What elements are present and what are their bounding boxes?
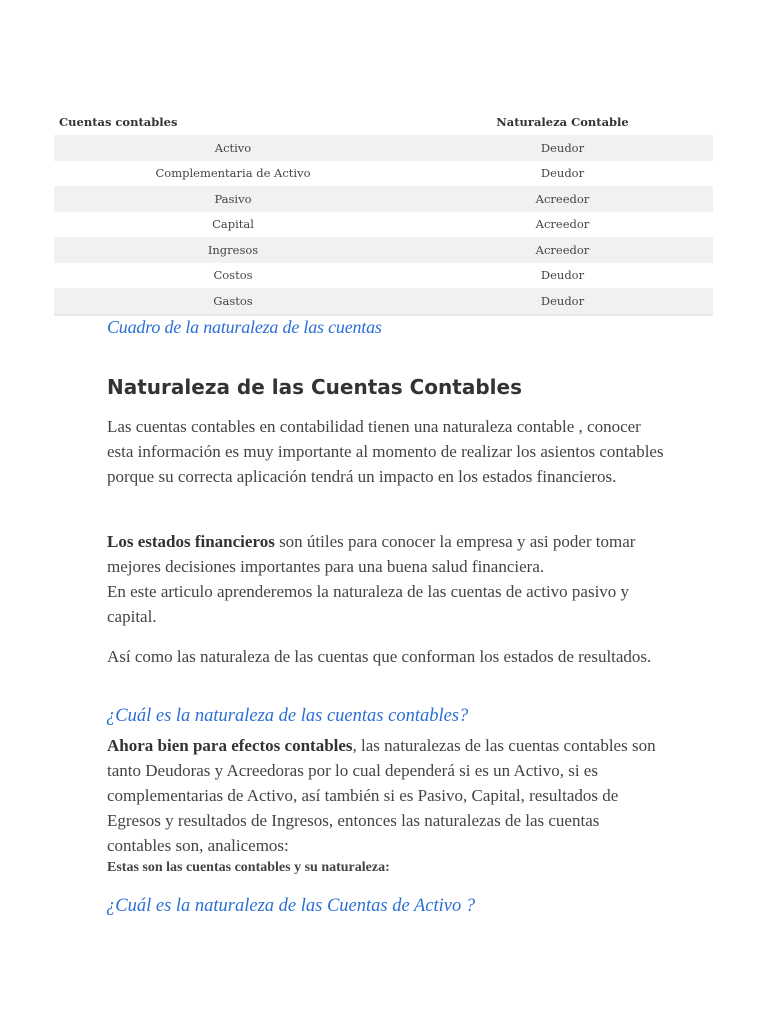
subheading-accounts-nature: ¿Cuál es la naturaleza de las cuentas contables? bbox=[106, 706, 469, 726]
account-cell: Activo bbox=[54, 135, 412, 161]
table-row bbox=[54, 135, 713, 161]
account-cell: Pasivo bbox=[54, 186, 412, 212]
accounts-list-note: Estas son las cuentas contables y su naturaleza: bbox=[107, 860, 390, 875]
financial-statements-bold-text: Los estados financieros bbox=[107, 532, 275, 551]
page-title: Naturaleza de las Cuentas Contables bbox=[107, 375, 522, 399]
column-header-nature: Naturaleza Contable bbox=[496, 115, 629, 129]
table-row bbox=[54, 237, 713, 263]
table-row bbox=[54, 161, 713, 187]
accounts-nature-table bbox=[54, 109, 713, 316]
accounting-effects-text: , las naturalezas de las cuentas contables son tanto Deudoras y Acreedoras por lo cual dependerá si es un Activo, si es complementarias de Activo, así también si es Pasivo, Capital, resultados de Egresos y resultados de Ingresos, entonces las naturalezas de las cuentas contables son, analicemos: bbox=[107, 736, 656, 855]
nature-cell: Deudor bbox=[412, 288, 713, 315]
nature-cell: Acreedor bbox=[535, 217, 590, 232]
accounting-effects-paragraph bbox=[107, 733, 667, 858]
nature-cell: Deudor bbox=[412, 135, 713, 161]
nature-cell: Acreedor bbox=[412, 186, 713, 212]
account-cell: Complementaria de Activo bbox=[155, 166, 311, 181]
account-cell: Capital bbox=[212, 217, 254, 232]
intro-paragraph: Las cuentas contables en contabilidad tienen una naturaleza contable , conocer esta información es muy importante al momento de realizar los asientos contables porque su correcta aplicación tendrá un impacto en los estados financieros. bbox=[107, 417, 664, 486]
article-scope-text: En este articulo aprenderemos la naturaleza de las cuentas de activo pasivo y capital. bbox=[107, 582, 630, 626]
account-cell: Costos bbox=[213, 268, 253, 283]
financial-statements-text: son útiles para conocer la empresa y asi poder tomar mejores decisiones importantes para una buena salud financiera. bbox=[107, 532, 636, 576]
accounting-effects-bold-text: Ahora bien para efectos contables bbox=[107, 736, 353, 755]
subheading-asset-accounts: ¿Cuál es la naturaleza de las Cuentas de Activo ? bbox=[106, 896, 476, 916]
financial-statements-paragraph bbox=[107, 529, 667, 629]
nature-cell: Deudor bbox=[540, 166, 585, 181]
column-header-accounts: Cuentas contables bbox=[59, 115, 178, 129]
table-row bbox=[54, 288, 713, 315]
table-row bbox=[54, 212, 713, 238]
table-header-row bbox=[54, 109, 713, 135]
nature-cell: Acreedor bbox=[412, 237, 713, 263]
table-row bbox=[54, 263, 713, 289]
table-row bbox=[54, 186, 713, 212]
account-cell: Gastos bbox=[54, 288, 412, 315]
table-caption: Cuadro de la naturaleza de las cuentas bbox=[107, 317, 382, 337]
nature-cell: Deudor bbox=[540, 268, 585, 283]
results-paragraph: Así como las naturaleza de las cuentas que conforman los estados de resultados. bbox=[107, 647, 652, 666]
account-cell: Ingresos bbox=[54, 237, 412, 263]
